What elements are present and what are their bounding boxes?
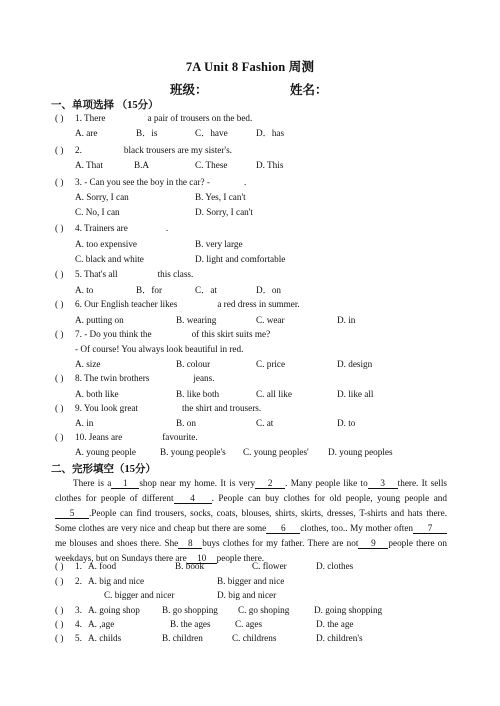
cloze-passage [55, 476, 447, 566]
option-d[interactable]: D. going shopping [314, 605, 383, 615]
option-b[interactable]: B. colour [176, 359, 211, 369]
option-c[interactable]: C．at [195, 285, 217, 295]
option-a[interactable]: A. both like [75, 389, 119, 399]
blank-7[interactable]: 7 [413, 523, 447, 534]
question-stem: 2. [75, 145, 82, 155]
option-b[interactable]: B. on [176, 418, 196, 428]
question-stem: 10. Jeans are [75, 432, 123, 442]
option-d[interactable]: D. big and nicer [217, 590, 277, 600]
option-d[interactable]: D. like all [337, 389, 374, 399]
question-stem: 9. You look great [75, 403, 139, 413]
section1-heading: 一、单项选择 （15分） [51, 100, 159, 111]
answer-paren[interactable]: ( ) [55, 373, 64, 383]
blank-10[interactable]: 10 [187, 553, 217, 564]
option-a[interactable]: A. childs [88, 633, 122, 643]
class-label: 班级： [170, 83, 208, 97]
question-stem: 8. The twin brothers [75, 373, 150, 383]
passage-text: there. It sells clothes for people of different [55, 478, 447, 503]
mc-question-2 [55, 145, 232, 156]
question-number: 5. [75, 633, 82, 643]
mc-question-7 [55, 329, 270, 340]
blank-8[interactable]: 8 [178, 538, 202, 549]
option-c[interactable]: C. black and white [75, 254, 144, 264]
option-d[interactable]: D. light and comfortable [195, 254, 286, 264]
option-d[interactable]: D. clothes [316, 561, 354, 571]
option-d[interactable]: D. design [337, 359, 373, 369]
question-dialogue-line: - Of course! You always look beautiful in red. [75, 344, 244, 354]
option-a[interactable]: A. are [75, 128, 98, 138]
option-b[interactable]: B. the ages [170, 619, 211, 629]
question-number: 2. [75, 576, 82, 586]
question-number: 4. [75, 619, 82, 629]
answer-paren[interactable]: ( ) [55, 619, 64, 629]
option-b[interactable]: B．is [136, 128, 158, 138]
option-a[interactable]: A. young people [75, 447, 136, 457]
question-stem-end: a red dress in summer. [217, 299, 300, 309]
option-d[interactable]: D. in [337, 315, 356, 325]
question-stem-end: jeans. [193, 373, 215, 383]
option-c[interactable]: C. childrens [232, 633, 277, 643]
question-stem: 6. Our English teacher likes [75, 299, 178, 309]
option-c[interactable]: C. price [256, 359, 286, 369]
option-a[interactable]: A. size [75, 359, 101, 369]
cloze-question-5 [55, 633, 455, 644]
option-d[interactable]: D．has [256, 128, 285, 138]
answer-paren[interactable]: ( ) [55, 403, 64, 413]
option-a[interactable]: A. too expensive [75, 239, 138, 249]
question-stem-end: this class. [157, 269, 194, 279]
blank-1[interactable]: 1 [111, 478, 139, 489]
option-d[interactable]: D. children's [316, 633, 363, 643]
cloze-question-1 [55, 561, 455, 572]
option-b[interactable]: B. go shopping [162, 605, 218, 615]
mc-question-5 [55, 269, 193, 280]
mc-question-8 [55, 373, 215, 384]
option-c[interactable]: C. No, I can [75, 207, 120, 217]
question-number: 1. [75, 561, 82, 571]
option-d[interactable]: D. the age [316, 619, 354, 629]
option-c[interactable]: C. young peoples' [243, 447, 309, 457]
answer-paren[interactable]: ( ) [55, 145, 64, 155]
question-stem: 5. That's all [75, 269, 118, 279]
question-stem-end: black trousers are my sister's. [123, 145, 232, 155]
answer-paren[interactable]: ( ) [55, 113, 64, 123]
cloze-question-4 [55, 619, 455, 630]
blank-4[interactable]: 4 [174, 493, 212, 504]
option-b[interactable]: B. bigger and nice [217, 576, 285, 586]
question-stem-end: the shirt and trousers. [182, 403, 262, 413]
option-c[interactable]: C. at [256, 418, 274, 428]
passage-text: clothes, too.. My mother often [300, 523, 413, 533]
answer-paren[interactable]: ( ) [55, 605, 64, 615]
blank-2[interactable]: 2 [255, 478, 285, 489]
mc-question-1 [55, 113, 252, 124]
option-c[interactable]: C. go shoping [238, 605, 290, 615]
mc-question-4 [55, 223, 168, 234]
option-c[interactable]: C. ages [235, 619, 263, 629]
question-stem-end: . [243, 177, 247, 187]
option-b[interactable]: B. very large [195, 239, 243, 249]
mc-question-3 [55, 177, 246, 188]
answer-paren[interactable]: ( ) [55, 177, 64, 187]
question-stem-end: a pair of trousers on the bed. [147, 113, 253, 123]
option-d[interactable]: D．on [256, 285, 282, 295]
option-b[interactable]: B.A [134, 160, 150, 170]
option-b[interactable]: B. wearing [176, 315, 217, 325]
option-a[interactable]: A. ,age [88, 619, 115, 629]
cloze-question-3 [55, 605, 455, 616]
option-b[interactable]: B. Yes, I can't [195, 192, 246, 202]
option-a[interactable]: A. Sorry, I can [75, 192, 129, 202]
passage-text: . Many people like to [285, 478, 368, 488]
option-c[interactable]: C. all like [256, 389, 292, 399]
option-a[interactable]: A. That [75, 160, 103, 170]
option-a[interactable]: A. food [88, 561, 117, 571]
passage-text: .People can find trousers, socks, coats, blouses, shirts, skirts, dresses, T-shirts and hats there. Some clothes are very nice and cheap but there are some [55, 508, 447, 533]
option-a[interactable]: A. going shop [88, 605, 140, 615]
option-b[interactable]: B. children [162, 633, 203, 643]
passage-text: me blouses and shoes there. She [55, 538, 179, 548]
blank-5[interactable]: 5 [55, 508, 89, 519]
option-c[interactable]: C. wear [256, 315, 285, 325]
option-b[interactable]: B. young people's [160, 447, 226, 457]
answer-paren[interactable]: ( ) [55, 269, 64, 279]
question-stem: 7. - Do you think the [75, 329, 152, 339]
mc-question-6 [55, 299, 300, 310]
option-b[interactable]: B. book [175, 561, 205, 571]
answer-paren[interactable]: ( ) [55, 633, 64, 643]
page-title: 7A Unit 8 Fashion 周测 [185, 60, 315, 74]
blank-6[interactable]: 6 [266, 523, 300, 534]
answer-paren[interactable]: ( ) [55, 576, 64, 586]
question-stem: 3. - Can you see the boy in the car? - [75, 177, 210, 187]
passage-text: people there on weekdays, but on Sundays there are [55, 538, 447, 563]
passage-text: shop near my home. It is very [139, 478, 256, 488]
answer-paren[interactable]: ( ) [55, 432, 64, 442]
option-c[interactable]: C. These [195, 160, 228, 170]
section2-heading: 二、完形填空（15分） [51, 464, 156, 475]
option-d[interactable]: D. young peoples [328, 447, 393, 457]
option-a[interactable]: A. big and nice [88, 576, 145, 586]
question-stem-end: favourite. [162, 432, 198, 442]
option-b[interactable]: B. like both [176, 389, 220, 399]
question-number: 3. [75, 605, 82, 615]
answer-paren[interactable]: ( ) [55, 299, 64, 309]
question-stem-end: of this skirt suits me? [191, 329, 271, 339]
option-b[interactable]: B．for [136, 285, 163, 295]
option-c[interactable]: C．have [195, 128, 228, 138]
option-a[interactable]: A. putting on [75, 315, 124, 325]
answer-paren[interactable]: ( ) [55, 223, 64, 233]
option-d[interactable]: D. This [256, 160, 284, 170]
passage-text: buys clothes for my father. There are not [202, 538, 359, 548]
option-c[interactable]: C. flower [252, 561, 287, 571]
mc-question-10 [55, 432, 198, 443]
cloze-question-2 [55, 576, 455, 587]
passage-text: There is a [73, 478, 112, 488]
option-d[interactable]: D. to [337, 418, 356, 428]
mc-question-9 [55, 403, 261, 414]
name-label: 姓名： [290, 83, 328, 97]
passage-text: people there. [216, 553, 265, 563]
passage-text: . People can buy clothes for old people, young people and [211, 493, 447, 503]
option-c[interactable]: C. bigger and nicer [104, 590, 175, 600]
answer-paren[interactable]: ( ) [55, 561, 64, 571]
question-stem: 1. There [75, 113, 106, 123]
blank-9[interactable]: 9 [358, 538, 388, 549]
answer-paren[interactable]: ( ) [55, 329, 64, 339]
option-a[interactable]: A. in [75, 418, 94, 428]
blank-3[interactable]: 3 [368, 478, 398, 489]
question-stem: 4. Trainers are [75, 223, 128, 233]
option-d[interactable]: D. Sorry, I can't [195, 207, 253, 217]
question-stem-end: . [165, 223, 169, 233]
option-a[interactable]: A. to [75, 285, 94, 295]
